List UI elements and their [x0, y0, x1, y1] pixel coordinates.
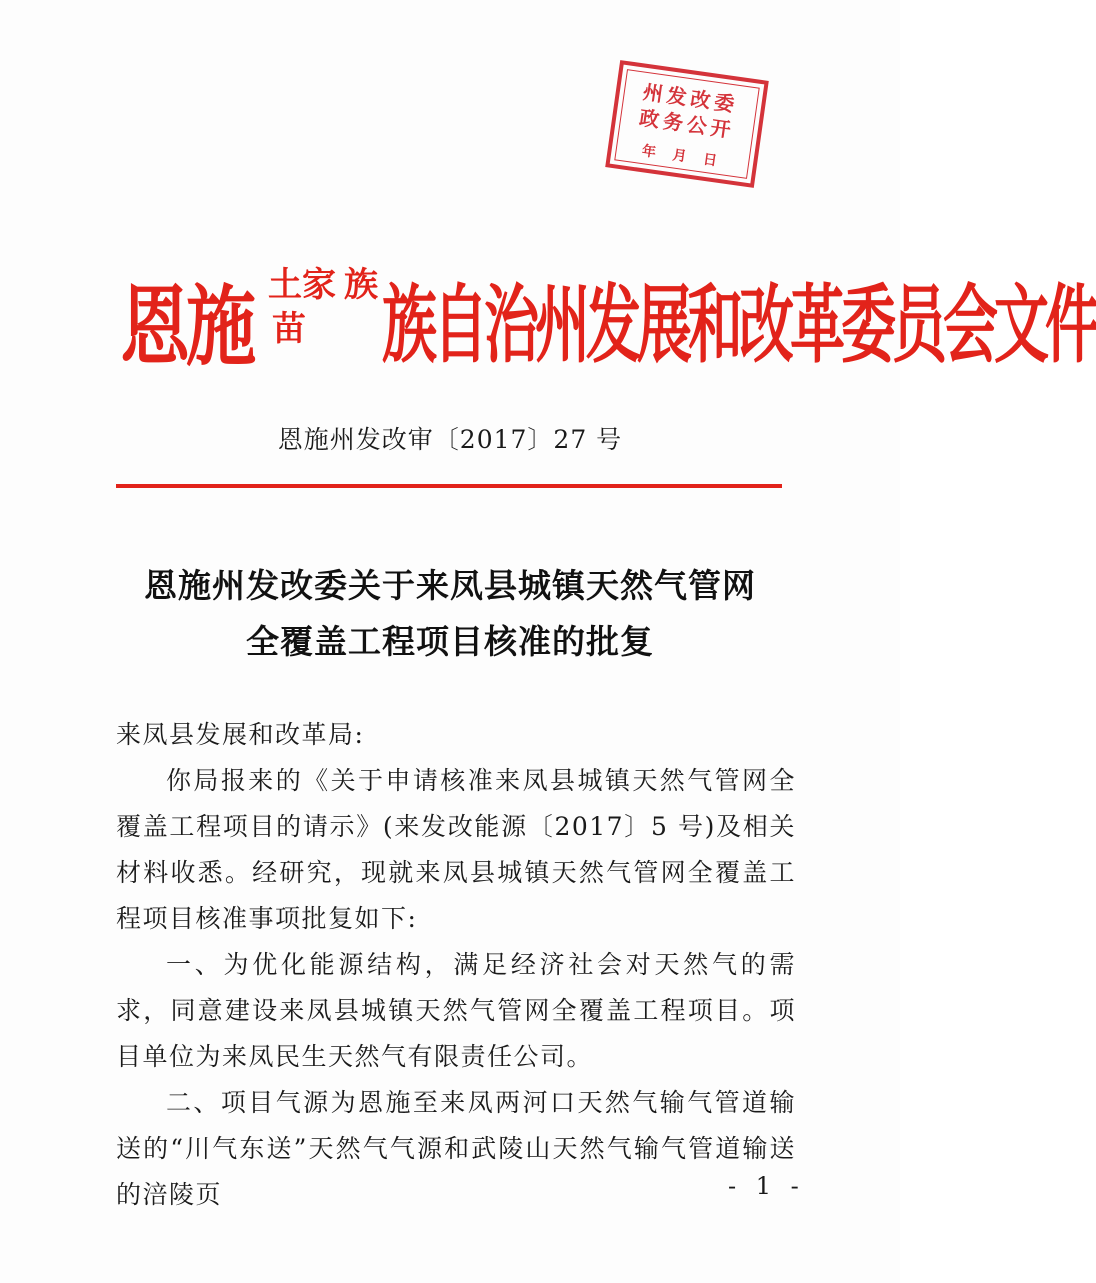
document-body	[116, 712, 796, 1218]
header-ethnic-stack	[268, 257, 388, 347]
header-part-1: 恩施	[120, 274, 252, 379]
header-part-2: 族自治州发展和改革委员会文件	[382, 274, 1096, 375]
document-header	[120, 255, 1096, 379]
stamp-line-2: 政务公开	[637, 105, 737, 143]
header-stack-top: 土家	[268, 265, 336, 305]
title-line-2: 全覆盖工程项目核准的批复	[246, 622, 654, 661]
paragraph-2: 一、为优化能源结构，满足经济社会对天然气的需求，同意建设来凤县城镇天然气管网全覆盖工程项目。项目单位为来凤民生天然气有限责任公司。	[116, 950, 796, 1071]
title-line-1: 恩施州发改委关于来凤县城镇天然气管网	[144, 566, 756, 605]
header-stack-bottom: 苗	[272, 309, 306, 349]
addressee: 来凤县发展和改革局:	[116, 720, 365, 749]
official-seal-stamp	[605, 60, 769, 188]
stamp-line-3: 年 月 日	[640, 143, 724, 171]
paragraph-3: 二、项目气源为恩施至来凤两河口天然气输气管道输送的“川气东送”天然气气源和武陵山天然气输气管道输送的涪陵页	[116, 1088, 796, 1209]
page-number: - 1 -	[728, 1172, 805, 1200]
header-stack-right: 族	[344, 265, 378, 305]
stamp-line-1: 州发改委	[641, 79, 740, 117]
red-separator-line	[116, 484, 782, 488]
document-number: 恩施州发改审〔2017〕27 号	[277, 425, 623, 454]
paragraph-1: 你局报来的《关于申请核准来凤县城镇天然气管网全覆盖工程项目的请示》(来发改能源〔2017〕5 号)及相关材料收悉。经研究，现就来凤县城镇天然气管网全覆盖工程项目核准事项批复如下:	[116, 766, 796, 933]
